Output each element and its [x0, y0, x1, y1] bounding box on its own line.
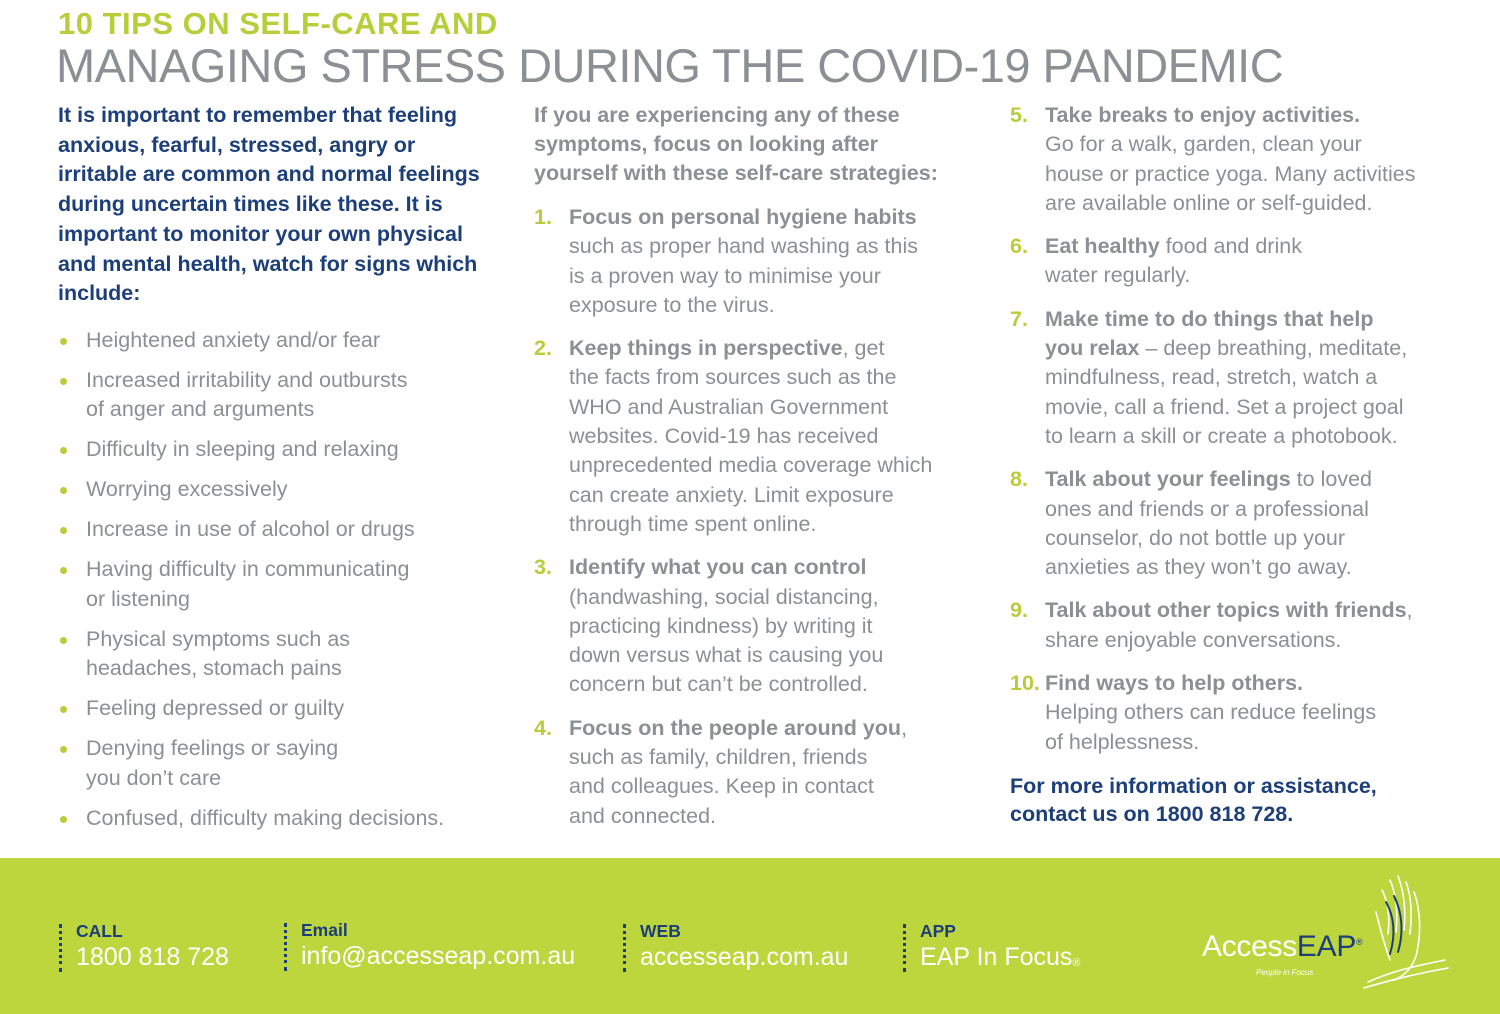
tip-heading: Make time to do things that help you relax: [1045, 306, 1374, 361]
tip-body: – deep breathing, meditate, mindfulness, read, stretch, watch a movie, call a friend. Set a project goal to learn a skill or create a photobook.: [1045, 336, 1408, 448]
tip-number: 9.: [1010, 598, 1028, 623]
sign-item: [58, 475, 498, 505]
tip-heading: Keep things in perspective: [569, 336, 843, 361]
sign-text: Increased irritability and outbursts of anger and arguments: [86, 367, 408, 422]
contact-message: For more information or assistance, contact us on 1800 818 728.: [1010, 773, 1377, 827]
tip-number: 3.: [534, 555, 552, 580]
tip-body: , such as family, children, friends and colleagues. Keep in contact and connected.: [569, 715, 908, 828]
bird-hands-icon: [1360, 872, 1450, 990]
footer-bar: [0, 858, 1500, 1014]
bullet-dot-icon: [60, 527, 67, 534]
tip-body: , share enjoyable conversations.: [1045, 598, 1413, 652]
tip-number: 6.: [1010, 234, 1028, 259]
tip-body: Go for a walk, garden, clean your house or practice yoga. Many activities are available online or self-guided.: [1045, 132, 1416, 215]
tip-body: food and drink water regularly.: [1045, 234, 1302, 288]
tip-number: 4.: [534, 715, 552, 740]
logo-wordmark: [1202, 930, 1362, 964]
footer-web: [640, 920, 848, 972]
tip-item: [1010, 305, 1450, 451]
sign-text: Physical symptoms such as headaches, stomach pains: [86, 626, 351, 681]
sign-item: [58, 366, 498, 425]
bullet-dot-icon: [60, 706, 67, 713]
sign-text: Heightened anxiety and/or fear: [86, 327, 381, 352]
sign-item: [58, 555, 498, 614]
bullet-dot-icon: [60, 447, 67, 454]
tip-heading: Focus on personal hygiene habits: [569, 205, 917, 229]
dotted-divider: [903, 924, 906, 972]
tips-list-1: [534, 203, 964, 831]
signs-list: [58, 326, 498, 834]
tip-item: [1010, 596, 1450, 655]
sign-text: Feeling depressed or guilty: [86, 696, 345, 721]
tip-body: such as proper hand washing as this is a proven way to minimise your exposure to the virus.: [569, 234, 918, 317]
column-strategies: [534, 101, 964, 831]
tip-item: [1010, 232, 1450, 291]
sign-item: [58, 804, 498, 834]
sign-item: [58, 326, 498, 356]
bullet-dot-icon: [60, 487, 67, 494]
logo-access: Access: [1202, 930, 1297, 963]
bullet-dot-icon: [60, 637, 67, 644]
bullet-dot-icon: [60, 378, 67, 385]
dotted-divider: [284, 923, 287, 971]
logo-tagline: People in Focus: [1256, 968, 1314, 977]
column-more-tips: [1010, 101, 1450, 829]
sign-item: [58, 694, 498, 724]
sign-text: Difficulty in sleeping and relaxing: [86, 437, 399, 462]
app-label: APP: [920, 921, 956, 941]
tip-heading: Identify what you can control: [569, 555, 867, 580]
bullet-dot-icon: [60, 567, 67, 574]
tip-body: (handwashing, social distancing, practicing kindness) by writing it down versus what is causing you concern but can’t be controlled.: [569, 584, 884, 697]
sign-text: Increase in use of alcohol or drugs: [86, 517, 415, 542]
call-label: CALL: [76, 921, 123, 941]
tip-number: 2.: [534, 336, 552, 361]
tips-list-2: [1010, 101, 1450, 757]
tip-item: [534, 334, 964, 539]
strategies-intro: If you are experiencing any of these symptoms, focus on looking after yourself with these self-care strategies:: [534, 103, 938, 185]
tip-heading: Take breaks to enjoy activities.: [1045, 103, 1361, 127]
tip-heading: Talk about your feelings: [1045, 467, 1291, 492]
tip-number: 5.: [1010, 103, 1028, 127]
footer-app: [920, 920, 1081, 972]
tip-item: [534, 714, 964, 831]
tip-item: [1010, 669, 1450, 757]
tip-body: Helping others can reduce feelings of helplessness.: [1045, 700, 1377, 754]
intro-paragraph: It is important to remember that feeling anxious, fearful, stressed, angry or irritable are common and normal feelings during uncertain times like these. It is important to monitor your own physical and mental health, watch for signs which include:: [58, 103, 480, 306]
title-line-1: 10 TIPS ON SELF-CARE AND: [58, 6, 498, 41]
tip-heading: Find ways to help others.: [1045, 671, 1304, 696]
sign-text: Denying feelings or saying you don’t care: [86, 736, 339, 790]
sign-text: Worrying excessively: [86, 477, 288, 502]
bullet-dot-icon: [60, 338, 67, 345]
tip-number: 1.: [534, 205, 552, 229]
tip-heading: Eat healthy: [1045, 234, 1160, 259]
bullet-dot-icon: [60, 746, 67, 753]
web-label: WEB: [640, 921, 681, 941]
bullet-dot-icon: [60, 816, 67, 823]
sign-item: [58, 515, 498, 545]
tip-number: 7.: [1010, 306, 1028, 331]
column-warning-signs: [58, 101, 498, 833]
app-link[interactable]: [920, 942, 1081, 972]
sign-item: [58, 625, 498, 684]
tip-heading: Focus on the people around you: [569, 715, 902, 740]
phone-link[interactable]: 1800 818 728: [76, 943, 229, 971]
dotted-divider: [623, 924, 626, 972]
registered-mark: ®: [1072, 957, 1081, 969]
title-line-2: MANAGING STRESS DURING THE COVID-19 PANDEMIC: [56, 39, 1284, 92]
tip-number: 10.: [1010, 671, 1040, 696]
sign-item: [58, 734, 498, 793]
dotted-divider: [59, 924, 62, 972]
tip-number: 8.: [1010, 467, 1028, 492]
tip-item: [1010, 465, 1450, 582]
tip-body: to loved ones and friends or a professional counselor, do not bottle up your anxieties as they won’t go away.: [1045, 467, 1372, 580]
tip-heading: Talk about other topics with friends: [1045, 598, 1407, 623]
sign-item: [58, 435, 498, 465]
tip-item: [534, 203, 964, 320]
tip-body: , get the facts from sources such as the WHO and Australian Government websites. Covid-19 has received unprecedented media coverage which can create anxiety. Limit exposure through time spent online.: [569, 336, 933, 536]
tip-item: [1010, 101, 1450, 218]
logo-registered-mark: ®: [1356, 937, 1363, 947]
email-label: Email: [301, 920, 348, 940]
email-link[interactable]: info@accesseap.com.au: [301, 942, 576, 970]
sign-text: Having difficulty in communicating or listening: [86, 557, 410, 611]
tip-item: [534, 553, 964, 699]
logo-eap: EAP: [1296, 930, 1357, 963]
sign-text: Confused, difficulty making decisions.: [86, 805, 445, 830]
app-name: EAP In Focus: [920, 943, 1073, 971]
website-link[interactable]: accesseap.com.au: [640, 943, 849, 971]
footer-email: [301, 919, 575, 971]
footer-call: [76, 920, 229, 972]
accesseap-logo: [1200, 872, 1460, 1002]
